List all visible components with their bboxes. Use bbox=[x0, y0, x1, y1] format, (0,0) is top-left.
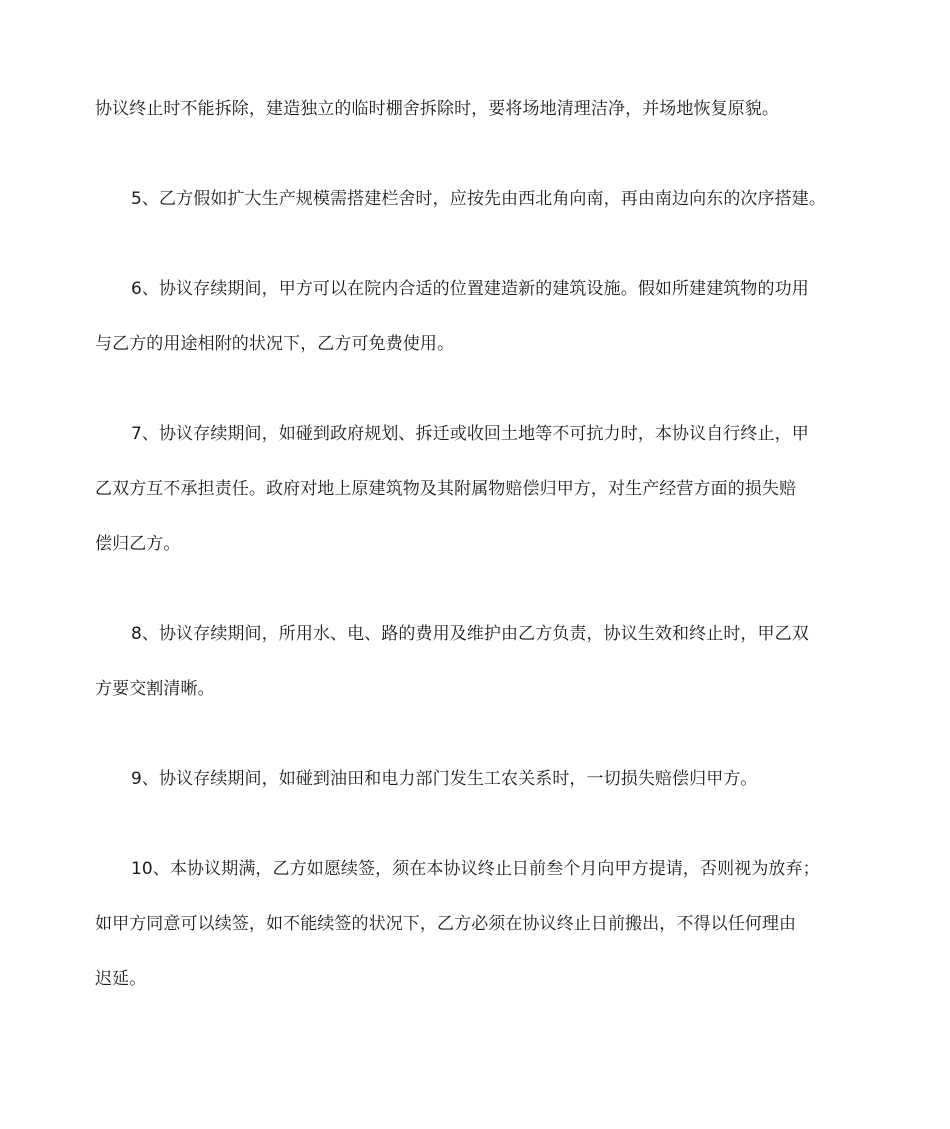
clause-7-line-1: 7、协议存续期间，如碰到政府规划、拆迁或收回土地等不可抗力时，本协议自行终止，甲 bbox=[131, 424, 809, 444]
clause-10-line-2: 如甲方同意可以续签，如不能续签的状况下，乙方必须在协议终止日前搬出，不得以任何理由 bbox=[95, 914, 797, 934]
clause-6-line-1: 6、协议存续期间，甲方可以在院内合适的位置建造新的建筑设施。假如所建建筑物的功用 bbox=[131, 279, 809, 299]
clause-10-line-1: 10、本协议期满，乙方如愿续签，须在本协议终止日前叁个月向甲方提请，否则视为放弃； bbox=[131, 859, 820, 879]
clause-7-line-3: 偿归乙方。 bbox=[95, 534, 181, 554]
clause-10-line-3: 迟延。 bbox=[95, 969, 147, 989]
paragraph-4-line-2: 协议终止时不能拆除，建造独立的临时棚舍拆除时，要将场地清理洁净，并场地恢复原貌。 bbox=[95, 99, 779, 119]
clause-7-line-2: 乙双方互不承担责任。政府对地上原建筑物及其附属物赔偿归甲方，对生产经营方面的损失赔 bbox=[95, 479, 797, 499]
clause-9-line-1: 9、协议存续期间，如碰到油田和电力部门发生工农关系时，一切损失赔偿归甲方。 bbox=[131, 769, 758, 789]
clause-8-line-2: 方要交割清晰。 bbox=[95, 679, 215, 699]
clause-6-line-2: 与乙方的用途相附的状况下，乙方可免费使用。 bbox=[95, 334, 455, 354]
clause-8-line-1: 8、协议存续期间，所用水、电、路的费用及维护由乙方负责，协议生效和终止时，甲乙双 bbox=[131, 624, 809, 644]
clause-5-line-1: 5、乙方假如扩大生产规模需搭建栏舍时，应按先由西北角向南，再由南边向东的次序搭建。 bbox=[131, 189, 826, 209]
